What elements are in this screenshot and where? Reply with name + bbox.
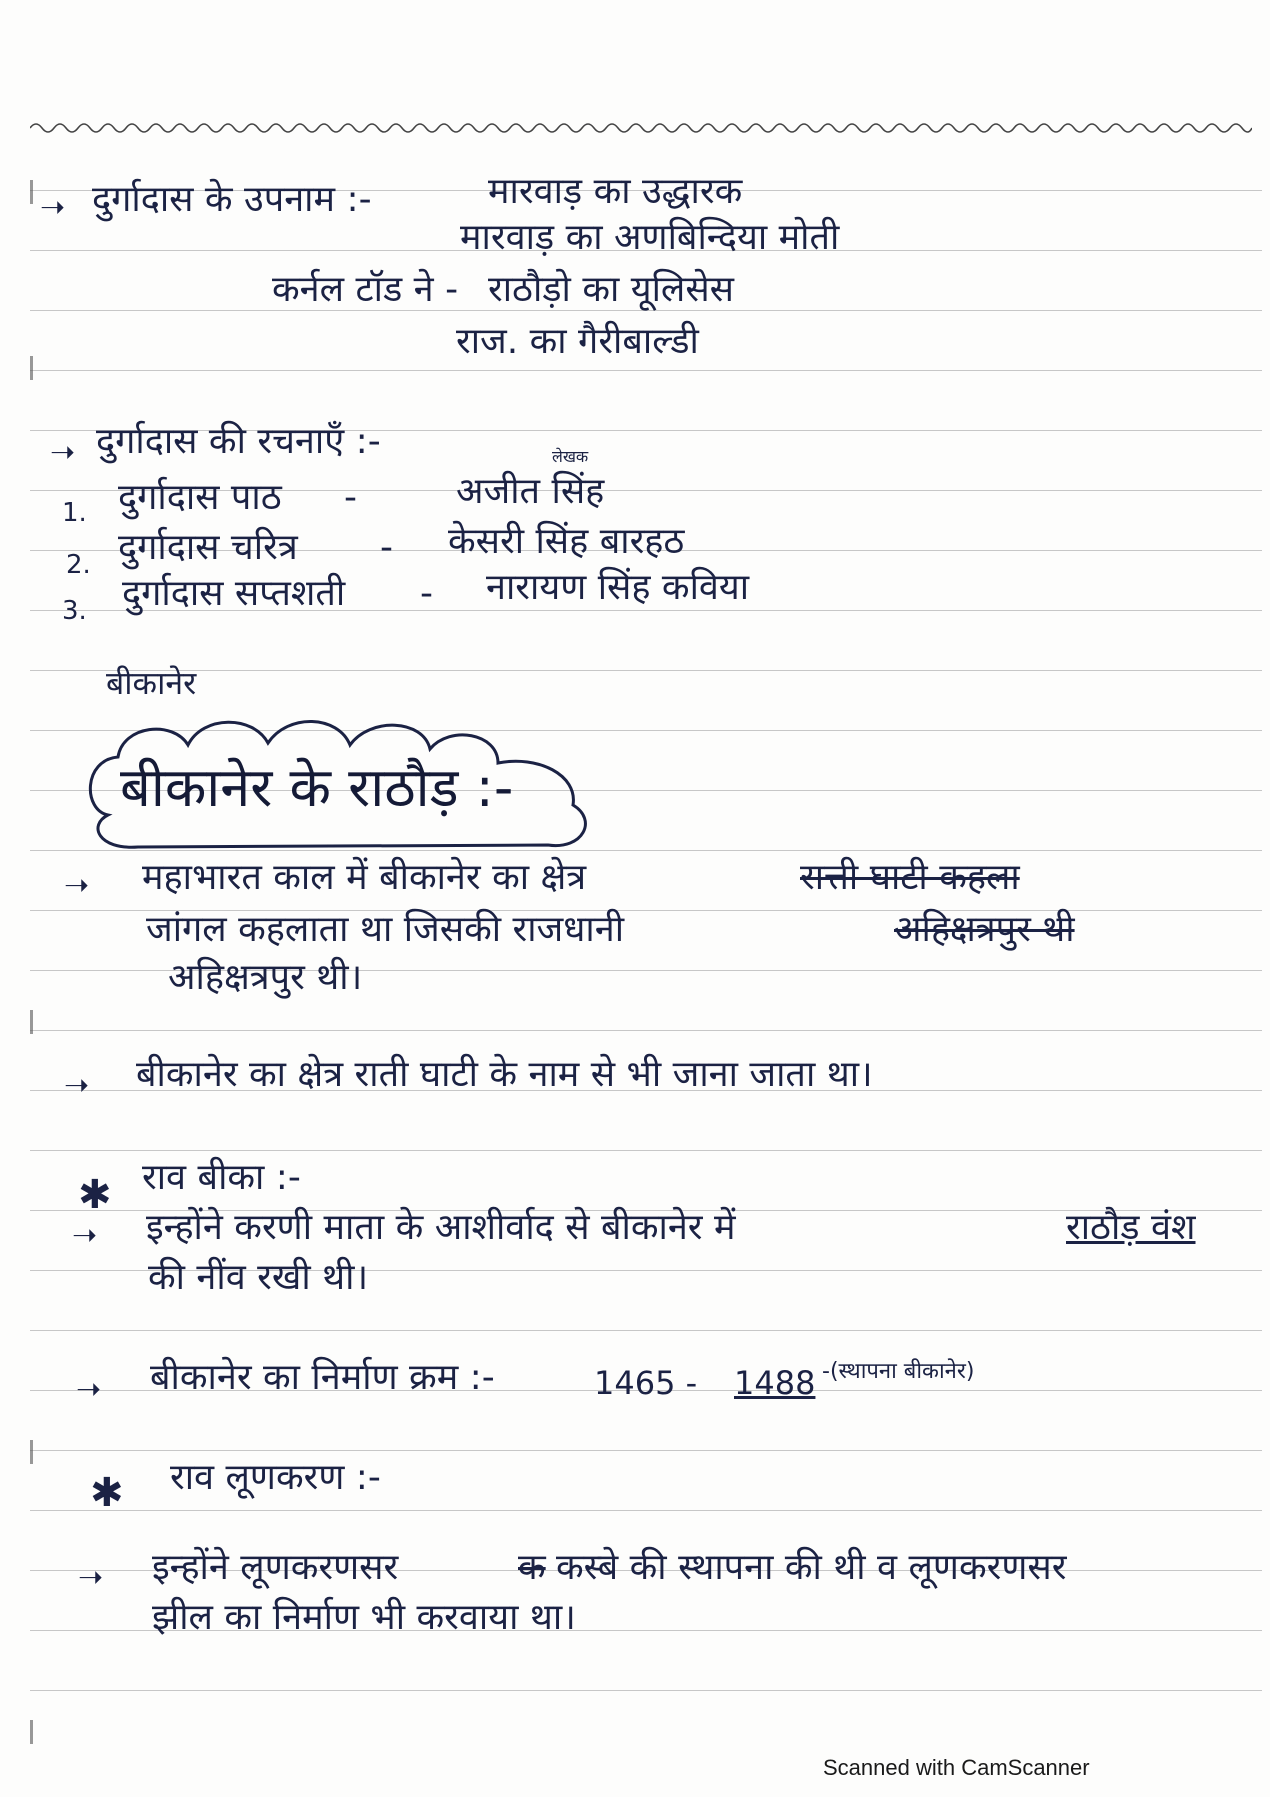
nirman-year-end: 1488 <box>734 1364 816 1402</box>
arrow-icon: ➝ <box>64 868 90 903</box>
upnam-4: राज. का गैरीबाल्डी <box>456 321 699 362</box>
nirman-note: -(स्थापना बीकानेर) <box>822 1359 975 1384</box>
rao-lunkaran-line1-struck: क <box>518 1547 546 1588</box>
durgadas-upnam-label: दुर्गादास के उपनाम :- <box>92 179 372 220</box>
rao-bika-line2: की नींव रखी थी। <box>148 1257 369 1298</box>
para1-line3: अहिक्षत्रपुर थी। <box>168 957 363 998</box>
page-heading: बीकानेर के राठौड़ :- <box>120 756 514 819</box>
work-title: दुर्गादास सप्तशती <box>122 573 346 614</box>
rao-bika-heading: राव बीका :- <box>142 1157 301 1198</box>
work-title: दुर्गादास चरित्र <box>118 527 298 568</box>
star-bullet-icon: ✱ <box>78 1172 112 1218</box>
upnam-2: मारवाड़ का अणबिन्दिया मोती <box>460 217 840 258</box>
para2-line: बीकानेर का क्षेत्र राती घाटी के नाम से भी जाना जाता था। <box>136 1054 873 1095</box>
work-author: केसरी सिंह बारहठ <box>448 521 685 562</box>
arrow-icon: ➝ <box>64 1068 90 1103</box>
upnam-3: राठौड़ो का यूलिसेस <box>488 269 735 310</box>
para1-line1: महाभारत काल में बीकानेर का क्षेत्र <box>142 857 587 898</box>
rao-bika-line1-underlined: राठौड़ वंश <box>1066 1207 1196 1248</box>
upnam-1: मारवाड़ का उद्धारक <box>488 171 743 212</box>
arrow-icon: ➝ <box>40 190 66 225</box>
camscanner-watermark: Scanned with CamScanner <box>823 1755 1090 1780</box>
rao-bika-line1: इन्होंने करणी माता के आशीर्वाद से बीकानेर में <box>146 1207 736 1248</box>
nirman-label: बीकानेर का निर्माण क्रम :- <box>150 1357 495 1398</box>
rao-lunkaran-line2: झील का निर्माण भी करवाया था। <box>152 1597 576 1638</box>
rao-lunkaran-line1-rest: कस्बे की स्थापना की थी व लूणकरणसर <box>556 1547 1067 1588</box>
para1-line2-struck: अहिक्षत्रपुर थी <box>894 909 1075 950</box>
rao-lunkaran-line1: इन्होंने लूणकरणसर <box>152 1547 399 1588</box>
arrow-icon: ➝ <box>78 1560 104 1595</box>
arrow-icon: ➝ <box>72 1218 98 1253</box>
work-author: अजीत सिंह <box>456 471 605 512</box>
work-author: नारायण सिंह कविया <box>486 567 750 608</box>
para1-line2: जांगल कहलाता था जिसकी राजधानी <box>146 909 625 950</box>
notebook-page: ➝ दुर्गादास के उपनाम :- मारवाड़ का उद्धारक मारवाड़ का अणबिन्दिया मोती कर्नल टॉड ने - राठौड़ो का यूलिसेस राज. का गैरीबाल्डी ➝ दुर्गादास की रचनाएँ :- लेखक 1. दुर्गादास पाठ - अजीत सिंह 2. दुर्गादास चरित्र - केसरी सिंह बारहठ 3. दुर्गादास सप्तशती - नारायण सिंह कविया बीकानेर बीकानेर के राठौड़ :- ➝ महाभारत काल में बीकानेर का क्षेत्र रात्ती घाटी कहला जांगल कहलाता था जिसकी राजधानी अहिक्षत्रपुर थी अहिक्षत्रपुर थी। ➝ बीकानेर का क्षेत्र राती घाटी के नाम से भी जाना जाता था। ✱ राव बीका :- ➝ इन्होंने करणी माता के आशीर्वाद से बीकानेर में राठौड़ वंश की नींव रखी थी। ➝ बीकानेर का निर्माण क्रम :- 1465 - 1488 -(स्थापना बीकानेर) ✱ राव लूणकरण :- ➝ इन्होंने लूणकरणसर क कस्बे की स्थापना की थी व लूणकरणसर झील का निर्माण भी करवाया था। Scanned with CamScanner <box>0 0 1270 1797</box>
top-wavy-border <box>30 118 1252 138</box>
work-number: 2. <box>66 550 91 580</box>
author-header: लेखक <box>552 447 589 466</box>
nirman-year-start: 1465 - <box>594 1364 698 1402</box>
durgadas-rachnayen-label: दुर्गादास की रचनाएँ :- <box>96 421 381 462</box>
para1-line1-struck: रात्ती घाटी कहला <box>800 857 1020 898</box>
bikaner-small-label: बीकानेर <box>106 664 197 702</box>
rao-lunkaran-heading: राव लूणकरण :- <box>170 1457 381 1498</box>
work-number: 1. <box>62 498 87 528</box>
arrow-icon: ➝ <box>50 435 76 470</box>
work-title: दुर्गादास पाठ <box>118 477 282 518</box>
arrow-icon: ➝ <box>76 1372 102 1407</box>
star-bullet-icon: ✱ <box>90 1470 124 1516</box>
tod-label: कर्नल टॉड ने - <box>272 269 459 310</box>
work-number: 3. <box>62 596 87 626</box>
